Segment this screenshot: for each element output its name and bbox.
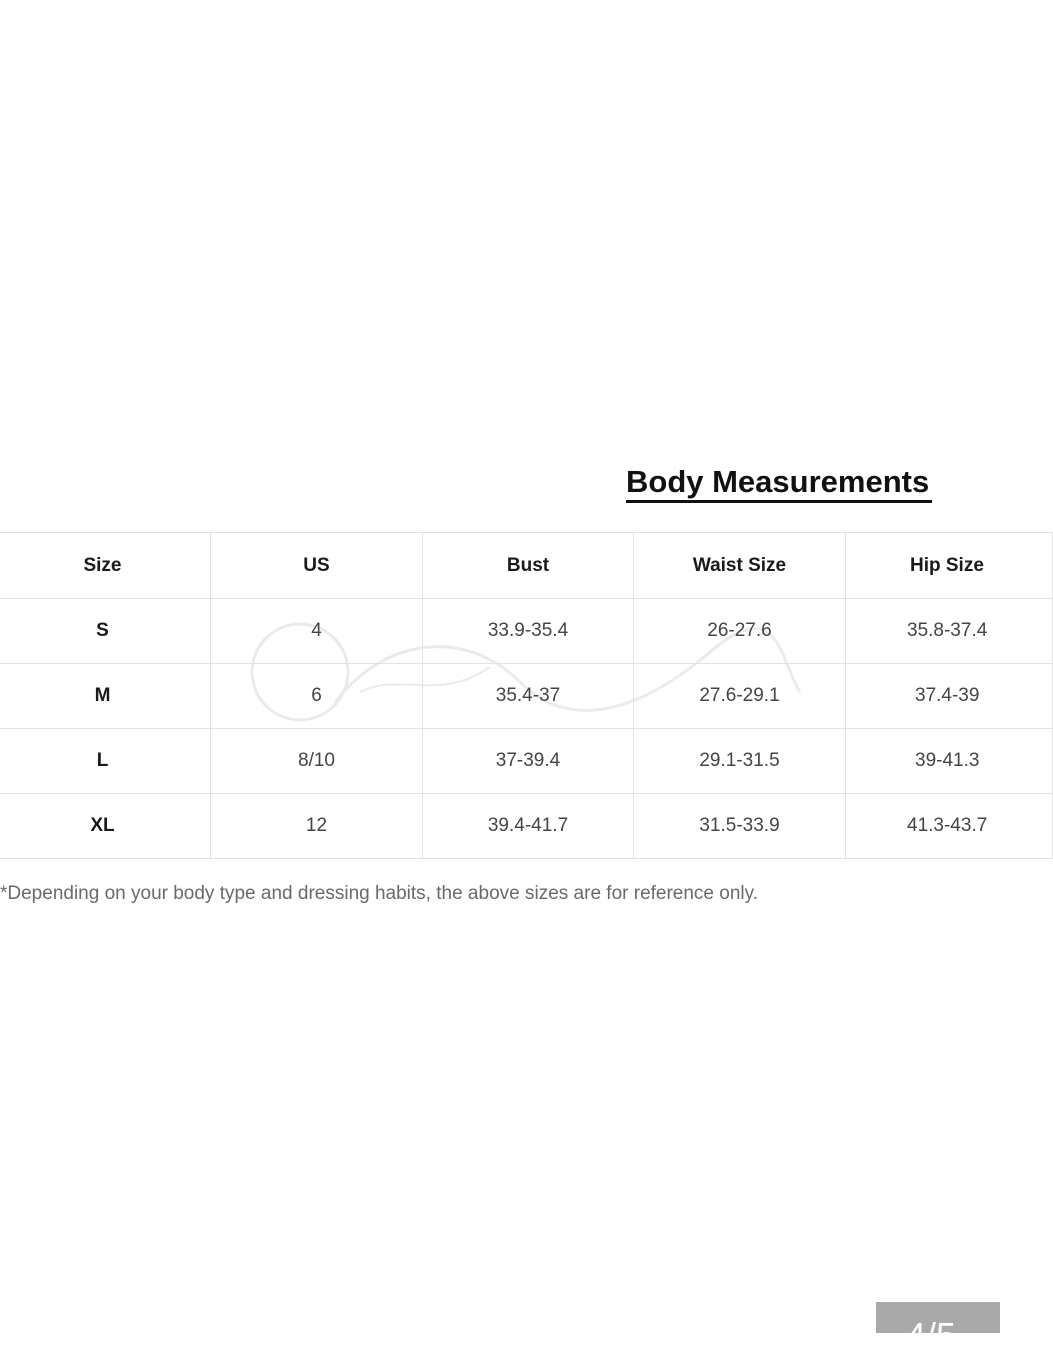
hip-cell: 41.3-43.7 [846,794,1053,859]
pager-label: 4/5 [906,1315,957,1356]
column-header-bust: Bust [423,533,634,599]
waist-cell: 29.1-31.5 [634,729,846,794]
table-row [0,729,1053,794]
table-row [0,599,1053,664]
column-header-hip: Hip Size [846,533,1053,599]
us-cell: 4 [211,599,423,664]
bust-cell: 37-39.4 [423,729,634,794]
column-header-us: US [211,533,423,599]
bust-cell: 33.9-35.4 [423,599,634,664]
page-title: Body Measurements [626,464,930,499]
table-row [0,664,1053,729]
bust-cell: 35.4-37 [423,664,634,729]
waist-cell: 31.5-33.9 [634,794,846,859]
image-pager-badge [876,1302,1000,1356]
size-cell: XL [0,794,211,859]
size-cell: L [0,729,211,794]
us-cell: 6 [211,664,423,729]
size-chart [0,532,1000,859]
waist-cell: 27.6-29.1 [634,664,846,729]
table-header-row [0,533,1053,599]
hip-cell: 39-41.3 [846,729,1053,794]
size-cell: M [0,664,211,729]
waist-cell: 26-27.6 [634,599,846,664]
reference-footnote: *Depending on your body type and dressing habits, the above sizes are for reference only. [0,883,759,904]
column-header-waist: Waist Size [634,533,846,599]
table-row [0,794,1053,859]
size-table [0,532,1053,859]
hip-cell: 35.8-37.4 [846,599,1053,664]
size-cell: S [0,599,211,664]
hip-cell: 37.4-39 [846,664,1053,729]
column-header-size: Size [0,533,211,599]
bust-cell: 39.4-41.7 [423,794,634,859]
title-underline [626,500,932,503]
us-cell: 12 [211,794,423,859]
us-cell: 8/10 [211,729,423,794]
